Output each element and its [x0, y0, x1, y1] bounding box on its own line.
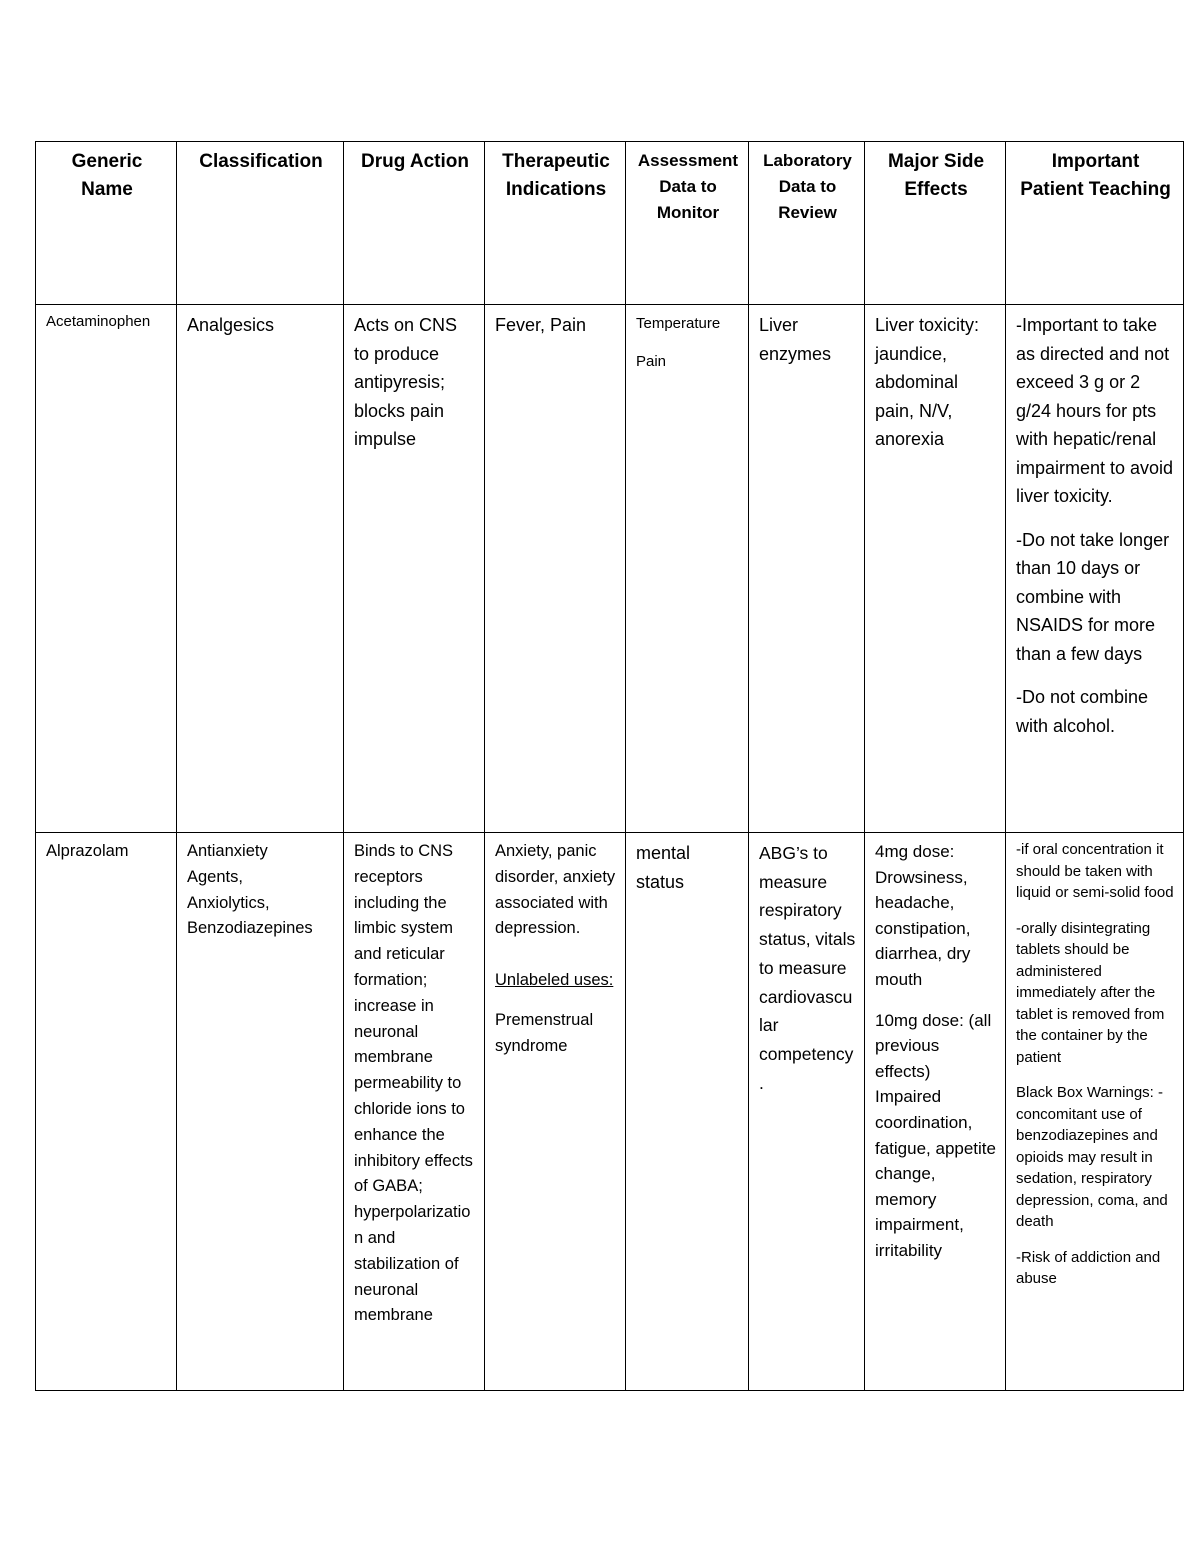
- cell-generic-name: Alprazolam: [36, 833, 177, 1391]
- teaching-item: -orally disintegrating tablets should be administered immediately after the tablet is removed from the container by the patient: [1016, 919, 1165, 1066]
- teaching-item: -if oral concentration it should be taken with liquid or semi-solid food: [1016, 841, 1174, 901]
- header-laboratory: Laboratory Data to Review: [749, 142, 865, 305]
- cell-assessment: Temperature Pain: [626, 305, 749, 833]
- table-row-acetaminophen: [36, 305, 1184, 833]
- cell-side-effects: Liver toxicity: jaundice, abdominal pain, N/V, anorexia: [865, 305, 1006, 833]
- cell-classification: Analgesics: [177, 305, 344, 833]
- cell-classification: Antianxiety Agents, Anxiolytics, Benzodiazepines: [177, 833, 344, 1391]
- header-drug-action: Drug Action: [344, 142, 485, 305]
- header-therapeutic-indications: Therapeutic Indications: [485, 142, 626, 305]
- cell-laboratory: ABG’s to measure respiratory status, vitals to measure cardiovascular competency.: [749, 833, 865, 1391]
- cell-side-effects: 4mg dose: Drowsiness, headache, constipation, diarrhea, dry mouth 10mg dose: (all previous effects) Impaired coordination, fatigue, appetite change, memory impairment, irritability: [865, 833, 1006, 1391]
- cell-laboratory: Liver enzymes: [749, 305, 865, 833]
- table-row-alprazolam: [36, 833, 1184, 1391]
- cell-therapeutic-indications: Fever, Pain: [485, 305, 626, 833]
- unlabeled-uses-heading: Unlabeled uses:: [495, 971, 614, 990]
- teaching-item: -Important to take as directed and not exceed 3 g or 2 g/24 hours for pts with hepatic/renal impairment to avoid liver toxicity.: [1016, 315, 1174, 506]
- teaching-item: -Do not combine with alcohol.: [1016, 687, 1149, 736]
- teaching-item: -Risk of addiction and abuse: [1016, 1248, 1161, 1287]
- teaching-item: -Do not take longer than 10 days or combine with NSAIDS for more than a few days: [1016, 529, 1170, 664]
- cell-patient-teaching: [1006, 833, 1184, 1391]
- black-box-warning: Black Box Warnings: -concomitant use of benzodiazepines and opioids may result in sedation, respiratory depression, coma, and death: [1016, 1084, 1168, 1230]
- header-side-effects: Major Side Effects: [865, 142, 1006, 305]
- header-classification: Classification: [177, 142, 344, 305]
- cell-patient-teaching: [1006, 305, 1184, 833]
- header-generic-name: Generic Name: [36, 142, 177, 305]
- header-patient-teaching: Important Patient Teaching: [1006, 142, 1184, 305]
- cell-assessment: mental status: [626, 833, 749, 1391]
- cell-drug-action: Binds to CNS receptors including the limbic system and reticular formation; increase in neuronal membrane permeability to chloride ions to enhance the inhibitory effects of GABA; hyperpolarization and stabilization of neuronal membrane: [344, 833, 485, 1391]
- cell-therapeutic-indications: Anxiety, panic disorder, anxiety associated with depression. Unlabeled uses: Premenstrual syndrome: [485, 833, 626, 1391]
- header-row: [36, 142, 1184, 305]
- cell-drug-action: Acts on CNS to produce antipyresis; blocks pain impulse: [344, 305, 485, 833]
- drug-card-table: [35, 141, 1184, 1391]
- cell-generic-name: Acetaminophen: [36, 305, 177, 833]
- header-assessment: Assessment Data to Monitor: [626, 142, 749, 305]
